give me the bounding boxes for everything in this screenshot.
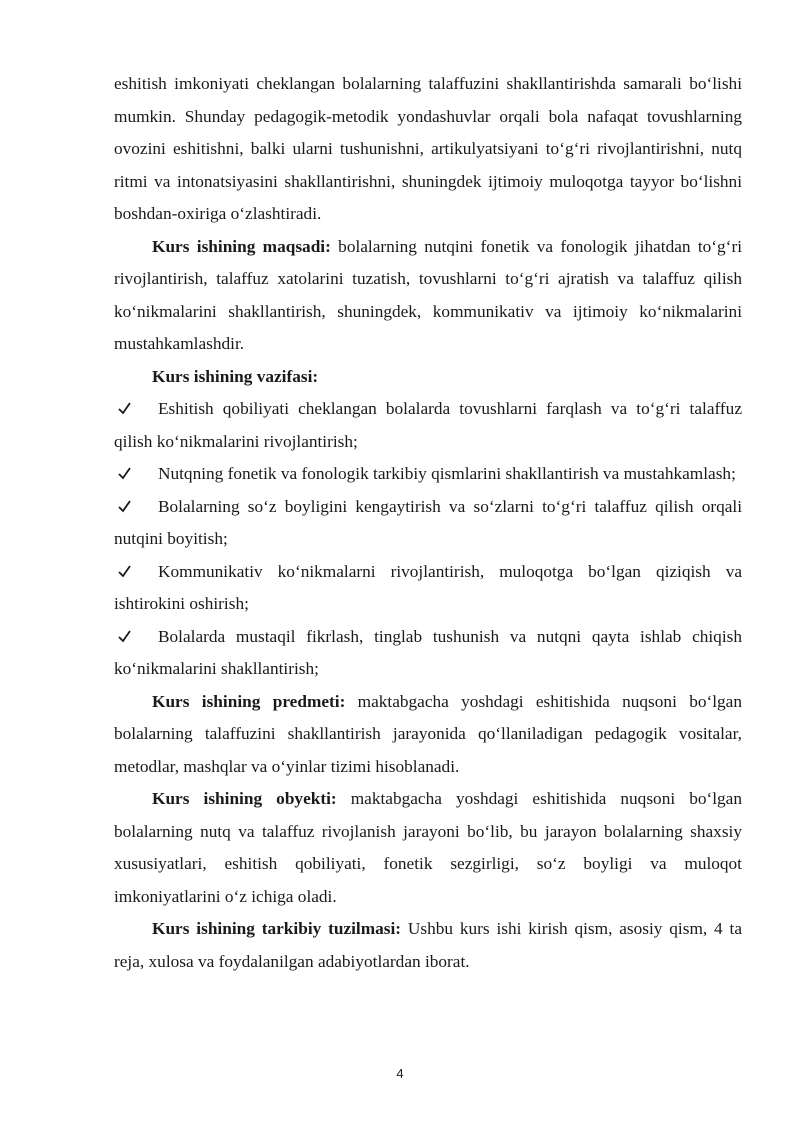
task-text: Kommunikativ ko‘nikmalarni rivojlantirish, muloqotga bo‘lgan qiziqish va ishtirokini oshirish; (114, 561, 742, 613)
structure-label: Kurs ishining tarkibiy tuzilmasi: (152, 919, 402, 938)
checkmark-icon (118, 621, 138, 654)
task-text: Bolalarning so‘z boyligini kengaytirish va so‘zlarni to‘g‘ri talaffuz qilish orqali nutqini boyitish; (114, 496, 742, 548)
document-page (114, 68, 742, 978)
checkmark-icon (118, 458, 138, 491)
checkmark-icon (118, 491, 138, 524)
goal-text: bolalarning nutqini fonetik va fonologik jihatdan to‘g‘ri rivojlantirish, talaffuz xatolarini tuzatish, tovushlarni to‘g‘ri ajratish va talaffuz qilish ko‘nikmalarini shakllantirish, shuningdek, kommunikativ va ijtimoiy ko‘nikmalarini mustahkamlashdir. (114, 236, 742, 353)
page-number: 4 (396, 1066, 404, 1081)
task-item (114, 458, 742, 491)
tasks-list (114, 393, 742, 686)
task-item (114, 393, 742, 458)
tasks-heading: Kurs ishining vazifasi: (152, 366, 319, 386)
subject-text: maktabgacha yoshdagi eshitishida nuqsoni bo‘lgan bolalarning talaffuzini shakllantirish jarayonida qo‘llaniladigan pedagogik vositalar, metodlar, mashqlar va o‘yinlar tizimi hisoblanadi. (114, 691, 742, 776)
task-item (114, 621, 742, 686)
subject-label: Kurs ishining predmeti: (152, 691, 346, 711)
task-text: Bolalarda mustaqil fikrlash, tinglab tushunish va nutqni qayta ishlab chiqish ko‘nikmalarini shakllantirish; (114, 626, 742, 678)
task-item (114, 491, 742, 556)
structure-paragraph (114, 913, 742, 978)
task-text: Eshitish qobiliyati cheklangan bolalarda tovushlarni farqlash va to‘g‘ri talaffuz qilish ko‘nikmalarini rivojlantirish; (114, 399, 742, 451)
goal-label: Kurs ishining maqsadi: (152, 236, 331, 256)
goal-paragraph (114, 231, 742, 361)
object-paragraph (114, 783, 742, 913)
object-text: maktabgacha yoshdagi eshitishida nuqsoni bo‘lgan bolalarning nutq va talaffuz rivojlanish jarayoni bo‘lib, bu jarayon bolalarning shaxsiy xususiyatlari, eshitish qobiliyati, fonetik sezgirligi, so‘z boyligi va muloqot imkoniyatlarini o‘z ichiga oladi. (114, 789, 742, 906)
object-label: Kurs ishining obyekti: (152, 789, 337, 808)
subject-paragraph (114, 686, 742, 784)
structure-text: Ushbu kurs ishi kirish qism, asosiy qism, 4 ta reja, xulosa va foydalanilgan adabiyotlardan iborat. (114, 919, 743, 971)
intro-paragraph: eshitish imkoniyati cheklangan bolalarning talaffuzini shakllantirishda samarali bo‘lishi mumkin. Shunday pedagogik-metodik yondashuvlar orqali bola nafaqat tovushlarning ovozini eshitishni, balki ularni tushunishni, artikulyatsiyani to‘g‘ri rivojlantirishni, nutq ritmi va intonatsiyasini shakllantirishni, shuningdek ijtimoiy muloqotga tayyor bo‘lishni boshdan-oxiriga o‘zlashtiradi. (114, 74, 742, 223)
checkmark-icon (118, 393, 138, 426)
task-text: Nutqning fonetik va fonologik tarkibiy qismlarini shakllantirish va mustahkamlash; (158, 464, 736, 483)
checkmark-icon (118, 556, 138, 589)
task-item (114, 556, 742, 621)
